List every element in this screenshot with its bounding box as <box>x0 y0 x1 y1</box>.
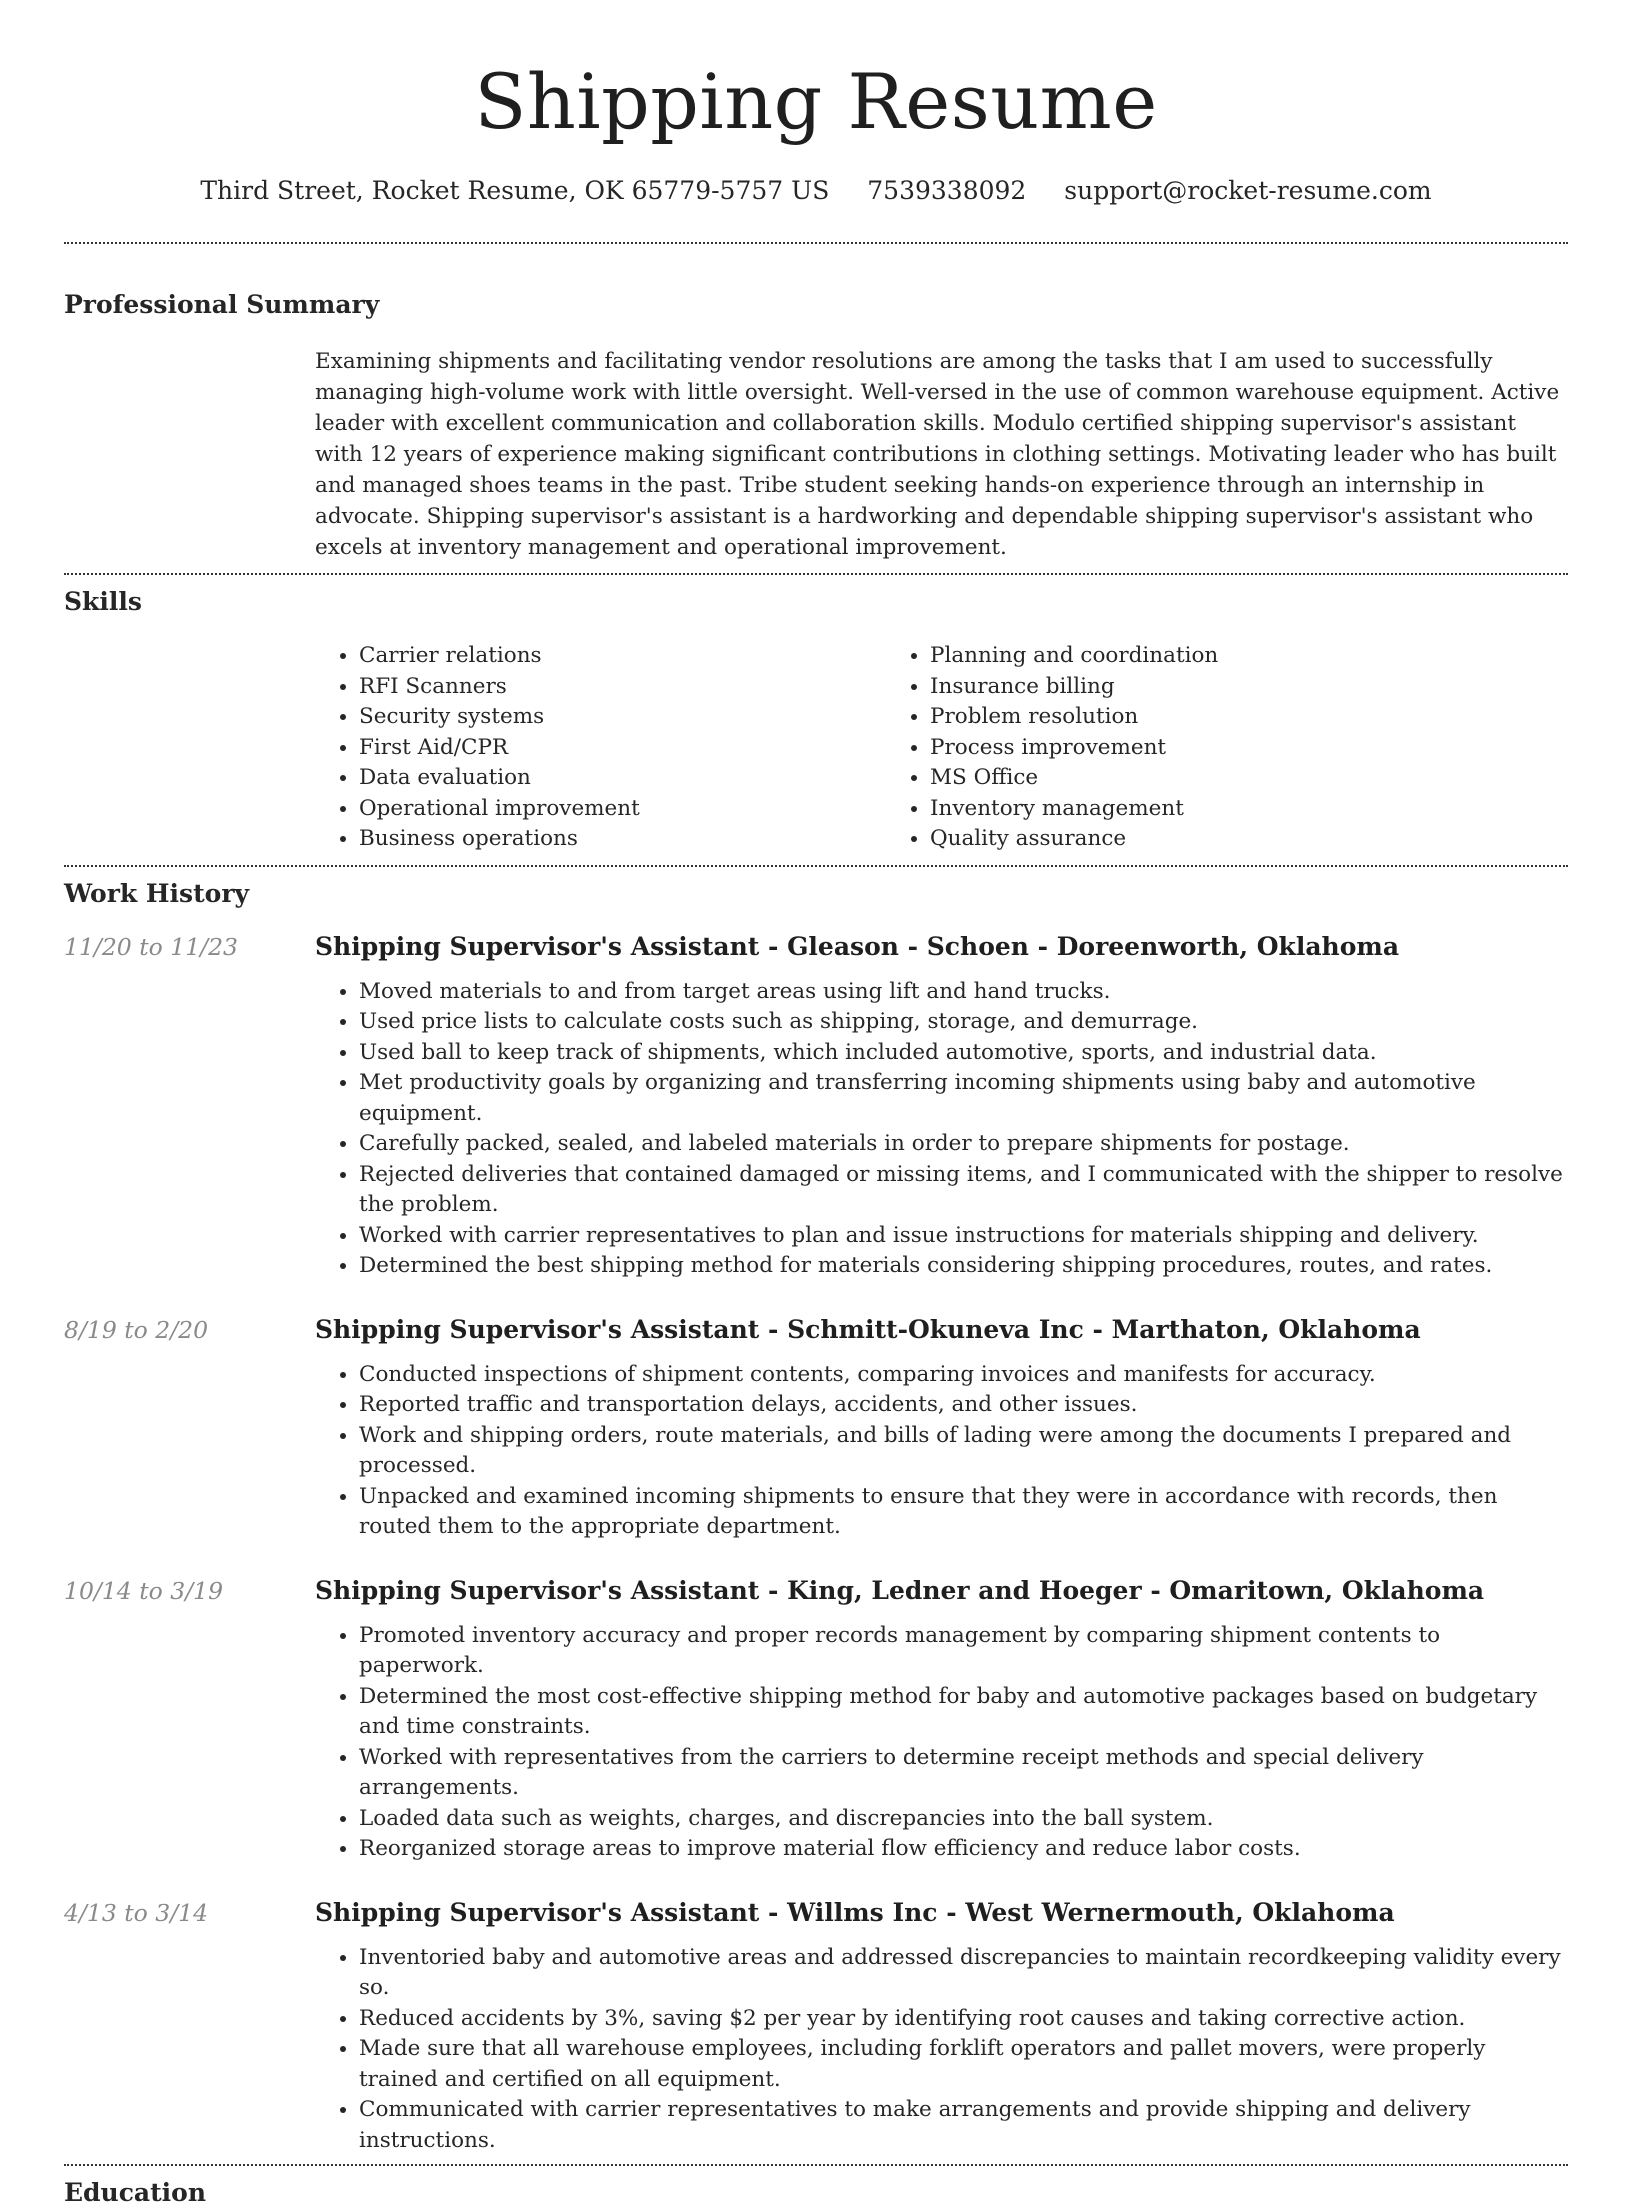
job-bullet: • Unpacked and examined incoming shipments to ensure that they were in accordance with records, then routed them to the appropriate department. <box>359 1482 1568 1543</box>
job-entry <box>64 1312 1568 1543</box>
job-bullet: • Loaded data such as weights, charges, and discrepancies into the ball system. <box>359 1804 1568 1835</box>
job-bullets <box>315 977 1568 1282</box>
job-entry <box>64 1895 1568 2157</box>
skill-item: • Data evaluation <box>359 763 886 794</box>
contact-phone: 7539338092 <box>867 176 1027 205</box>
job-bullets <box>315 1360 1568 1543</box>
summary-content <box>315 346 1568 563</box>
education-section <box>64 2166 1568 2210</box>
skill-item: • Security systems <box>359 702 886 733</box>
contact-email: support@rocket-resume.com <box>1064 176 1432 205</box>
skill-item: • Quality assurance <box>930 824 1457 855</box>
summary-text: Examining shipments and facilitating vendor resolutions are among the tasks that I am used to successfully managing high-volume work with little oversight. Well-versed in the use of common warehouse equipment. Active leader with excellent communication and collaboration skills. Modulo certified shipping supervisor's assistant with 12 years of experience making significant contributions in clothing settings. Motivating leader who has built and managed shoes teams in the past. Tribe student seeking hands-on experience through an internship in advocate. Shipping supervisor's assistant is a hardworking and dependable shipping supervisor's assistant who excels at inventory management and operational improvement. <box>315 349 1560 560</box>
job-date: 8/19 to 2/20 <box>64 1315 209 1344</box>
job-bullet: • Met productivity goals by organizing and transferring incoming shipments using baby and automotive equipment. <box>359 1068 1568 1129</box>
job-date: 10/14 to 3/19 <box>64 1576 224 1605</box>
skills-section <box>64 575 1568 855</box>
job-bullet: • Determined the most cost-effective shipping method for baby and automotive packages based on budgetary and time constraints. <box>359 1682 1568 1743</box>
job-bullet: • Determined the best shipping method for materials considering shipping procedures, routes, and rates. <box>359 1251 1568 1282</box>
skill-item: • Inventory management <box>930 794 1457 825</box>
job-bullet: • Conducted inspections of shipment contents, comparing invoices and manifests for accuracy. <box>359 1360 1568 1391</box>
job-bullet: • Moved materials to and from target areas using lift and hand trucks. <box>359 977 1568 1008</box>
skill-item: • Planning and coordination <box>930 641 1457 672</box>
job-bullet: • Used price lists to calculate costs such as shipping, storage, and demurrage. <box>359 1007 1568 1038</box>
work-history-section <box>64 867 1568 2157</box>
job-body <box>315 1895 1568 2157</box>
job-bullet: • Inventoried baby and automotive areas and addressed discrepancies to maintain recordkeeping validity every so. <box>359 1943 1568 2004</box>
job-bullet: • Communicated with carrier representatives to make arrangements and provide shipping and delivery instructions. <box>359 2095 1568 2156</box>
resume-name: Shipping Resume <box>474 57 1158 146</box>
skills-list-left <box>315 641 886 855</box>
job-entry <box>64 929 1568 1282</box>
professional-summary-section <box>64 244 1568 563</box>
job-bullet: • Used ball to keep track of shipments, which included automotive, sports, and industrial data. <box>359 1038 1568 1069</box>
job-body <box>315 1312 1568 1543</box>
contact-address: Third Street, Rocket Resume, OK 65779-5757 US <box>200 176 830 205</box>
job-date: 11/20 to 11/23 <box>64 932 238 961</box>
section-title: Skills <box>64 587 142 616</box>
job-bullet: • Reduced accidents by 3%, saving $2 per year by identifying root causes and taking corrective action. <box>359 2004 1568 2035</box>
skills-list-right <box>886 641 1457 855</box>
job-bullet: • Made sure that all warehouse employees, including forklift operators and pallet movers, were properly trained and certified on all equipment. <box>359 2034 1568 2095</box>
job-title: Shipping Supervisor's Assistant - Gleason - Schoen - Doreenworth, Oklahoma <box>315 931 1400 961</box>
skill-item: • Carrier relations <box>359 641 886 672</box>
job-bullet: • Worked with carrier representatives to plan and issue instructions for materials shipping and delivery. <box>359 1221 1568 1252</box>
section-title: Work History <box>64 878 250 908</box>
job-bullet: • Worked with representatives from the carriers to determine receipt methods and special delivery arrangements. <box>359 1743 1568 1804</box>
job-bullets <box>315 1621 1568 1865</box>
contact-line <box>64 174 1568 208</box>
job-bullets <box>315 1943 1568 2157</box>
skill-item: • Problem resolution <box>930 702 1457 733</box>
section-title: Professional Summary <box>64 290 380 319</box>
skill-item: • RFI Scanners <box>359 672 886 703</box>
skill-item: • Insurance billing <box>930 672 1457 703</box>
job-body <box>315 929 1568 1282</box>
skills-columns <box>315 641 1568 855</box>
job-body <box>315 1573 1568 1865</box>
job-title: Shipping Supervisor's Assistant - King, Ledner and Hoeger - Omaritown, Oklahoma <box>315 1575 1485 1605</box>
skill-item: • Business operations <box>359 824 886 855</box>
skill-item: • Process improvement <box>930 733 1457 764</box>
job-bullet: • Rejected deliveries that contained damaged or missing items, and I communicated with the shipper to resolve the problem. <box>359 1160 1568 1221</box>
section-title: Education <box>64 2178 207 2207</box>
job-bullet: • Promoted inventory accuracy and proper records management by comparing shipment contents to paperwork. <box>359 1621 1568 1682</box>
job-date: 4/13 to 3/14 <box>64 1898 209 1927</box>
job-bullet: • Carefully packed, sealed, and labeled materials in order to prepare shipments for postage. <box>359 1129 1568 1160</box>
job-entry <box>64 1573 1568 1865</box>
skill-item: • Operational improvement <box>359 794 886 825</box>
job-bullet: • Work and shipping orders, route materials, and bills of lading were among the documents I prepared and processed. <box>359 1421 1568 1482</box>
job-bullet: • Reported traffic and transportation delays, accidents, and other issues. <box>359 1390 1568 1421</box>
skill-item: • MS Office <box>930 763 1457 794</box>
job-title: Shipping Supervisor's Assistant - Willms Inc - West Wernermouth, Oklahoma <box>315 1897 1395 1927</box>
skill-item: • First Aid/CPR <box>359 733 886 764</box>
job-title: Shipping Supervisor's Assistant - Schmitt-Okuneva Inc - Marthaton, Oklahoma <box>315 1314 1421 1344</box>
job-bullet: • Reorganized storage areas to improve material flow efficiency and reduce labor costs. <box>359 1834 1568 1865</box>
